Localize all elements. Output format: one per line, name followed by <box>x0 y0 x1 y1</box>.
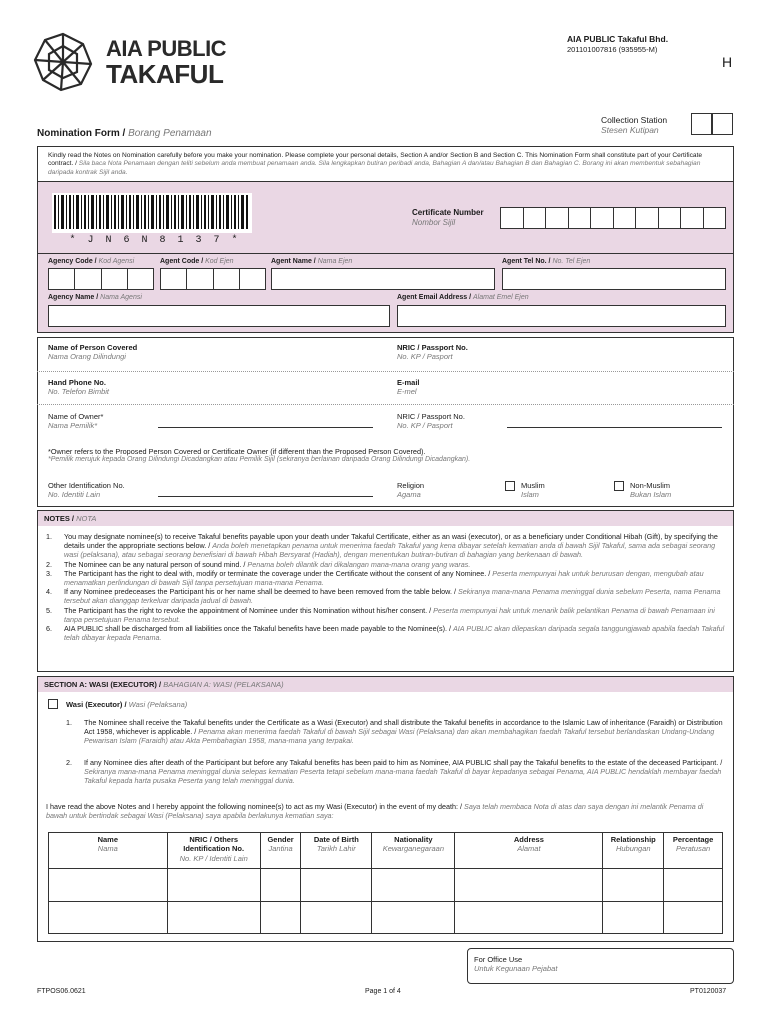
wasi-note-item: 1. The Nominee shall receive the Takaful benefits under the Certificate as a Wasi (Executor) and shall distribute the Takaful benefits in accordance to the Islamic Law of inheritance (Faraidh) or Distribution Act 1958, whichever is applicable. / Penama akan menerima faedah Takaful di bawah Sijil sebagai Wasi (Pelaksana) dan akan membahagikan faedah Takaful tersebut berlandaskan Undang-Undang Pewarisan Islam (Faraidh) atau Akta Pembahagian 1958, mana-mana yang terpakai. <box>66 718 723 746</box>
non-muslim-label-ms: Bukan Islam <box>630 490 672 499</box>
notes-list <box>46 532 726 642</box>
collection-station-box-2[interactable] <box>712 113 733 135</box>
muslim-checkbox[interactable] <box>505 481 515 491</box>
person-covered-label-ms: Nama Orang Dilindungi <box>48 352 126 361</box>
nric2-label: NRIC / Passport No. <box>397 412 465 421</box>
agency-code-input[interactable] <box>48 268 154 290</box>
email-label-ms: E-mel <box>397 387 417 396</box>
table-row[interactable] <box>49 902 723 934</box>
col-header-dob: Date of Birth Tarikh Lahir <box>301 833 372 869</box>
col-header-nric: NRIC / Others Identification No. No. KP / Identiti Lain <box>167 833 260 869</box>
section-a-header: SECTION A: WASI (EXECUTOR) / BAHAGIAN A: WASI (PELAKSANA) <box>37 676 734 693</box>
owner-label: Name of Owner* <box>48 412 104 421</box>
muslim-label-ms: Islam <box>521 490 539 499</box>
wasi-label: Wasi (Executor) / Wasi (Pelaksana) <box>66 700 188 709</box>
owner-note-ms: *Pemilik merujuk kepada Orang Dilindungi Dicadangkan atau Pemilik Sijil (sekiranya berlainan daripada Orang Dilindungi Dicadangkan). <box>48 456 471 463</box>
office-use-box <box>467 948 734 984</box>
nric2-label-ms: No. KP / Pasport <box>397 421 453 430</box>
intro-text-ms: Sila baca Nota Penamaan dengan teliti sebelum anda membuat penamaan anda. Sila lengkapkan butiran peribadi anda, Bahagian A dan/atau Bahagian B dan Bahagian C. Borang ini akan membentuk sebahagian daripada kontrak Sijil anda. <box>48 160 701 176</box>
agency-code-label: Agency Code / Kod Agensi <box>48 258 135 265</box>
page-number: Page 1 of 4 <box>365 988 401 995</box>
wasi-notes <box>66 718 726 785</box>
divider <box>37 404 734 405</box>
person-covered-label: Name of Person Covered <box>48 343 138 352</box>
agent-tel-label: Agent Tel No. / No. Tel Ejen <box>502 258 591 265</box>
office-use-label-ms: Untuk Kegunaan Pejabat <box>474 964 558 974</box>
other-id-field[interactable] <box>158 489 373 497</box>
office-use-label: For Office Use <box>474 955 523 964</box>
owner-nric-field[interactable] <box>507 420 722 428</box>
barcode-text: * J N 6 N 8 1 3 7 * <box>69 235 241 246</box>
col-header-name: Name Nama <box>49 833 168 869</box>
form-mark: H <box>722 54 733 70</box>
agent-name-label: Agent Name / Nama Ejen <box>271 258 353 265</box>
wasi-note-item: 2. If any Nominee dies after death of the Participant but before any Takaful benefits has been paid to him as Nominee, AIA PUBLIC shall pay the Takaful benefits to the estate of the deceased Participant. / Sekiranya mana-mana Penama meninggal dunia selepas kematian Peserta tetapi sebelum mana-mana faedah Takaful di bayar kepadanya sebagai Penama, AIA PUBLIC hendaklah membayar faedah Takaful kepada harta pusaka Peserta yang telah meninggal dunia. <box>66 757 723 786</box>
note-item: 4. If any Nominee predeceases the Participant his or her name shall be deemed to have been removed from the table below. / Sekiranya mana-mana Penama meninggal dunia sebelum Peserta, nama Penama tersebut akan dianggap terkeluar daripada jadual di bawah. <box>46 587 721 606</box>
other-id-label-ms: No. Identiti Lain <box>48 490 101 499</box>
agency-name-label: Agency Name / Nama Agensi <box>48 294 142 301</box>
agent-code-input[interactable] <box>160 268 266 290</box>
nominee-table <box>48 832 723 934</box>
nominee-table-header <box>49 833 723 869</box>
company-reg-no: 201101007816 (935955-M) <box>567 45 658 54</box>
other-id-label: Other Identification No. <box>48 481 125 490</box>
collection-station-box-1[interactable] <box>691 113 712 135</box>
nric-label-ms: No. KP / Pasport <box>397 352 453 361</box>
logo-text-aia-public: AIA PUBLIC <box>106 36 227 61</box>
certificate-number-boxes[interactable] <box>500 207 726 229</box>
hand-phone-label: Hand Phone No. <box>48 378 106 387</box>
note-item: 2. The Nominee can be any natural person of sound mind. / Penama boleh dilantik dari dikalangan mana-mana orang yang waras. <box>46 559 471 569</box>
col-header-gender: Gender Jantina <box>260 833 301 869</box>
col-header-nationality: Nationality Kewarganegaraan <box>372 833 455 869</box>
agent-name-input[interactable] <box>271 268 495 290</box>
note-item: 6. AIA PUBLIC shall be discharged from all liabilities once the Takaful benefits have been made payable to the Nominee(s). / AIA PUBLIC akan dilepaskan daripada segala tanggungjawab apabila faedah Takaful telah dibayar kepada Penama. <box>46 624 725 643</box>
note-item: 5. The Participant has the right to revoke the appointment of Nominee under this Nomination without his/her consent. / Peserta mempunyai hak untuk menarik balik pelantikan Penama di bawah Penamaan ini tanpa persetujuan Penama tersebut. <box>46 605 715 624</box>
form-title: Nomination Form / Borang Penamaan <box>37 128 212 139</box>
wasi-checkbox[interactable] <box>48 699 58 709</box>
footer-code: FTPOS06.0621 <box>37 988 86 995</box>
muslim-label: Muslim <box>521 481 545 490</box>
logo-text-takaful: TAKAFUL <box>106 59 224 89</box>
col-header-percentage: Percentage Peratusan <box>664 833 723 869</box>
owner-label-ms: Nama Pemilik* <box>48 421 98 430</box>
owner-note: *Owner refers to the Proposed Person Covered or Certificate Owner (if different than the Proposed Person Covered). <box>48 447 426 456</box>
certificate-number-label: Certificate Number <box>412 208 484 217</box>
intro-text: Kindly read the Notes on Nomination carefully before you make your nomination. Please complete your personal details, Section A and/or Section B and Section C. This Nomination Form shall constitute part of your Certificate contract. / <box>48 152 703 168</box>
non-muslim-label: Non-Muslim <box>630 481 671 490</box>
owner-name-field[interactable] <box>158 420 373 428</box>
religion-label-ms: Agama <box>397 490 421 499</box>
agency-name-input[interactable] <box>48 305 390 327</box>
agent-email-label: Agent Email Address / Alamat Emel Ejen <box>397 294 529 301</box>
aia-logo-icon <box>33 32 93 92</box>
note-item: 1. You may designate nominee(s) to receive Takaful benefits payable upon your death under Takaful Certificate, either as an wasi (executor), or as a beneficiary under Conditional Hibah (Gift), by specifying the details under the appropriate sections below. / Anda boleh menetapkan penama untuk menerima faedah Takaful yang kena dibayar setelah kematian anda di bawah Sijil Takaful, sama ada sebagai seorang wasi (pelaksana), atau sebagai seorang benefisiari di bawah Hibah Bersyarat (Hadiah), dengan menentukan butiran-butiran di bahagian yang berkenaan di bawah. <box>46 532 718 560</box>
divider <box>37 371 734 372</box>
collection-station-label: Collection Station <box>601 115 668 125</box>
intro-panel <box>37 146 734 182</box>
footer-ref: PT0120037 <box>690 988 727 995</box>
agent-email-input[interactable] <box>397 305 726 327</box>
certificate-number-label-ms: Nombor Sijil <box>412 218 456 227</box>
email-label: E-mail <box>397 378 420 387</box>
non-muslim-checkbox[interactable] <box>614 481 624 491</box>
nric-label: NRIC / Passport No. <box>397 343 468 352</box>
company-name: AIA PUBLIC Takaful Bhd. <box>567 34 669 44</box>
collection-station-label-ms: Stesen Kutipan <box>601 125 659 135</box>
notes-header: NOTES / NOTA <box>37 510 734 527</box>
agent-code-label: Agent Code / Kod Ejen <box>160 258 234 265</box>
hand-phone-label-ms: No. Telefon Bimbit <box>48 387 110 396</box>
religion-label: Religion <box>397 481 425 490</box>
table-row[interactable] <box>49 869 723 902</box>
col-header-relationship: Relationship Hubungan <box>603 833 664 869</box>
col-header-address: Address Alamat <box>455 833 603 869</box>
agent-tel-input[interactable] <box>502 268 726 290</box>
barcode <box>52 193 252 233</box>
appoint-text: I have read the above Notes and I hereby appoint the following nominee(s) to act as my Wasi (Executor) in the event of my death: / Saya telah membaca Nota di atas dan saya dengan ini melantik Penama di bawah untuk bertindak sebagai Wasi (Pelaksana) saya apabila berlakunya kematian saya: <box>46 802 704 821</box>
note-item: 3. The Participant has the right to deal with, modify or terminate the coverage under the Certificate without the consent of any Nominee. / Peserta mempunyai hak untuk berurusan dengan, mengubah atau menamatkan perlindungan di bawah Sijil tanpa persetujuan mana-mana Penama. <box>46 568 704 588</box>
